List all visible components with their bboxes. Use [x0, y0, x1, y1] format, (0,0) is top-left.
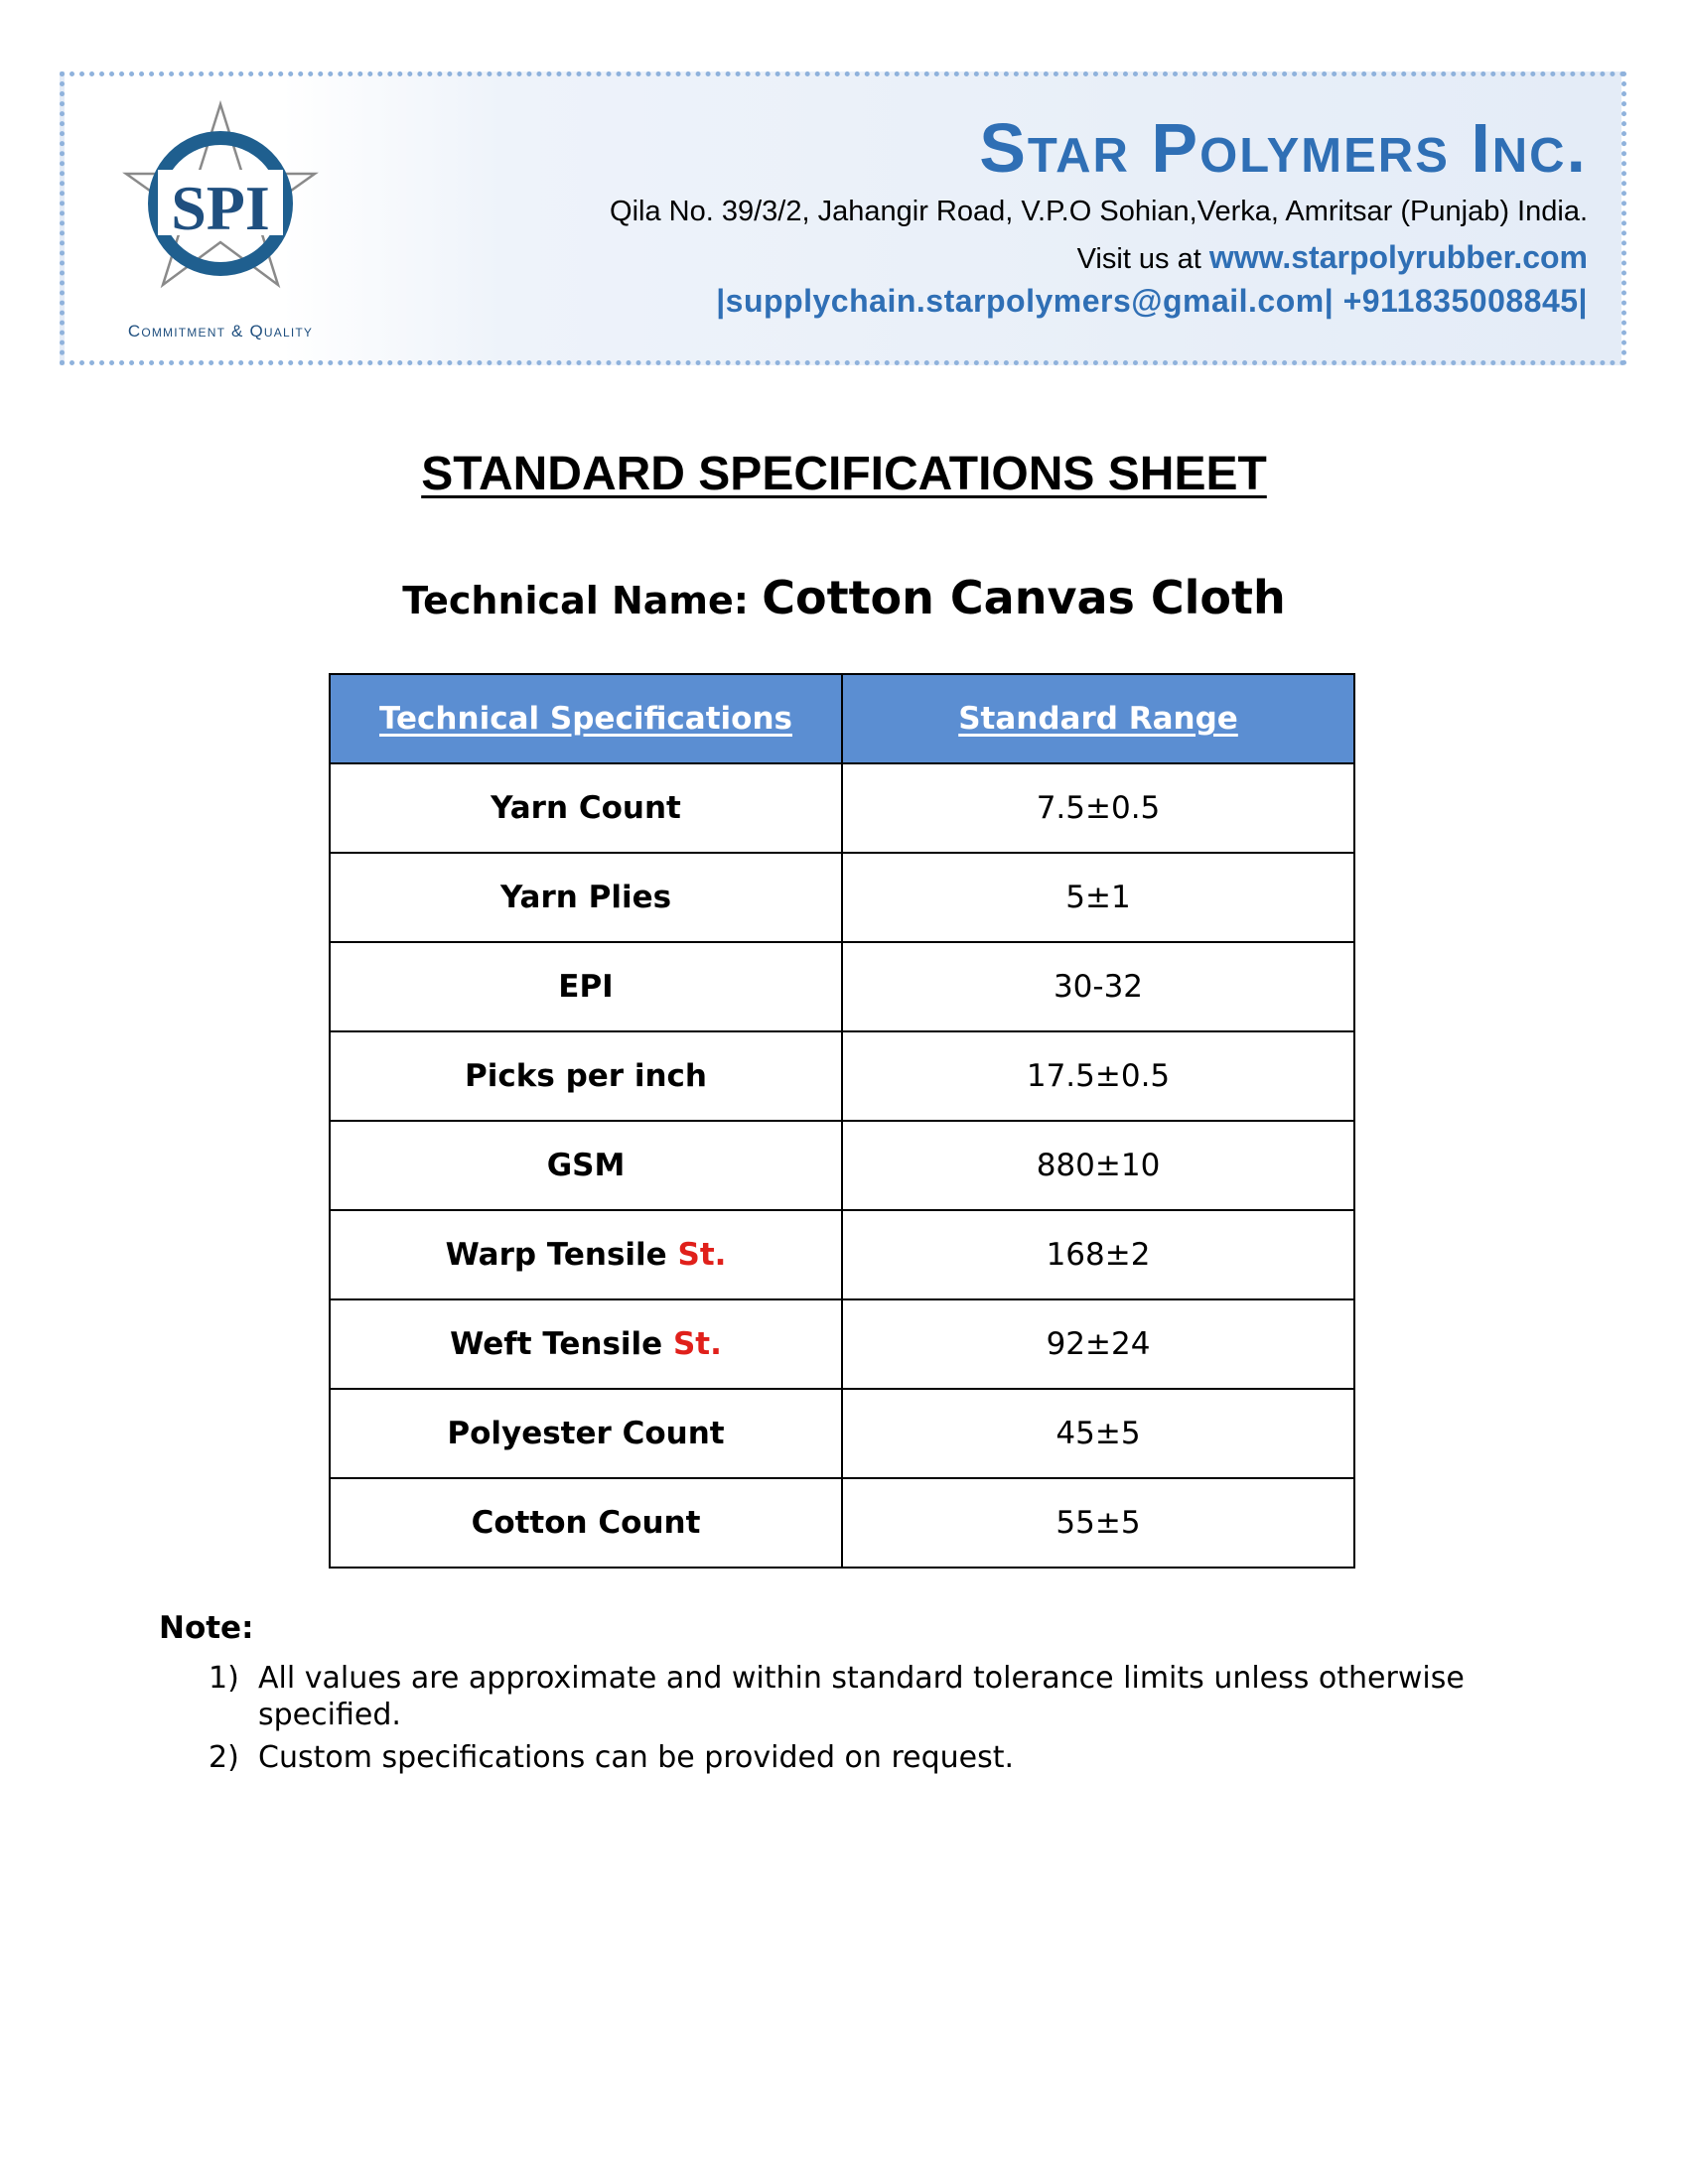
note-text: Custom specifications can be provided on request. [258, 1740, 1015, 1775]
spec-name [330, 1478, 842, 1568]
list-item [209, 1739, 1519, 1776]
spec-range: 30-32 [842, 942, 1354, 1031]
spec-name-text: GSM [546, 1148, 626, 1183]
spec-name-text: Warp Tensile [445, 1237, 678, 1273]
visit-line [1077, 239, 1588, 276]
table-row [330, 1121, 1354, 1210]
note-label: Note: [159, 1610, 254, 1646]
spec-range: 17.5±0.5 [842, 1031, 1354, 1121]
spec-name-text: Cotton Count [471, 1505, 701, 1541]
spec-name-text: Polyester Count [447, 1416, 725, 1451]
spec-name-suffix: St. [672, 1326, 722, 1362]
company-name: Star Polymers Inc. [979, 109, 1588, 187]
spec-name [330, 1299, 842, 1389]
table-row [330, 1031, 1354, 1121]
spec-name-text: EPI [558, 969, 614, 1005]
logo-tagline: Commitment & Quality [127, 322, 314, 341]
column-header-range: Standard Range [842, 674, 1354, 763]
spec-range: 880±10 [842, 1121, 1354, 1210]
spec-name [330, 1210, 842, 1299]
letterhead [60, 71, 1626, 365]
spec-name [330, 1121, 842, 1210]
column-header-specification: Technical Specifications [330, 674, 842, 763]
spec-name-text: Picks per inch [464, 1058, 708, 1094]
spec-name-text: Yarn Count [491, 790, 681, 826]
spec-range: 5±1 [842, 853, 1354, 942]
table-row [330, 942, 1354, 1031]
technical-name-label: Technical Name [402, 579, 734, 622]
spec-range: 168±2 [842, 1210, 1354, 1299]
spec-range: 55±5 [842, 1478, 1354, 1568]
spec-range: 45±5 [842, 1389, 1354, 1478]
note-number: 2) [209, 1740, 239, 1775]
technical-name [0, 571, 1688, 624]
note-text: All values are approximate and within standard tolerance limits unless otherwise specified. [258, 1661, 1465, 1732]
spec-name [330, 942, 842, 1031]
note-number: 1) [209, 1661, 239, 1696]
visit-label: Visit us at [1076, 243, 1201, 275]
table-row [330, 1389, 1354, 1478]
table-row [330, 853, 1354, 942]
table-header-row [330, 674, 1354, 763]
spi-logo [88, 92, 356, 350]
spec-range: 92±24 [842, 1299, 1354, 1389]
technical-name-value: Cotton Canvas Cloth [762, 571, 1286, 624]
contact-line[interactable]: |supplychain.starpolymers@gmail.com| +911835008845| [716, 283, 1588, 319]
spec-name [330, 853, 842, 942]
spec-name-suffix: St. [677, 1237, 727, 1273]
note-list [209, 1660, 1519, 1782]
spec-name-text: Weft Tensile [450, 1326, 673, 1362]
company-address: Qila No. 39/3/2, Jahangir Road, V.P.O Sohian,Verka, Amritsar (Punjab) India. [610, 196, 1588, 227]
page-title: STANDARD SPECIFICATIONS SHEET [421, 448, 1267, 500]
table-row [330, 763, 1354, 853]
spec-name-text: Yarn Plies [499, 880, 672, 915]
spec-name [330, 1389, 842, 1478]
logo-text: SPI [171, 173, 270, 243]
spec-name [330, 1031, 842, 1121]
technical-name-separator: : [733, 579, 763, 622]
website-link[interactable]: www.starpolyrubber.com [1208, 239, 1588, 275]
table-row [330, 1478, 1354, 1568]
spec-name [330, 763, 842, 853]
table-row [330, 1210, 1354, 1299]
specifications-table [329, 673, 1355, 1569]
spec-range: 7.5±0.5 [842, 763, 1354, 853]
list-item [209, 1660, 1519, 1733]
table-row [330, 1299, 1354, 1389]
